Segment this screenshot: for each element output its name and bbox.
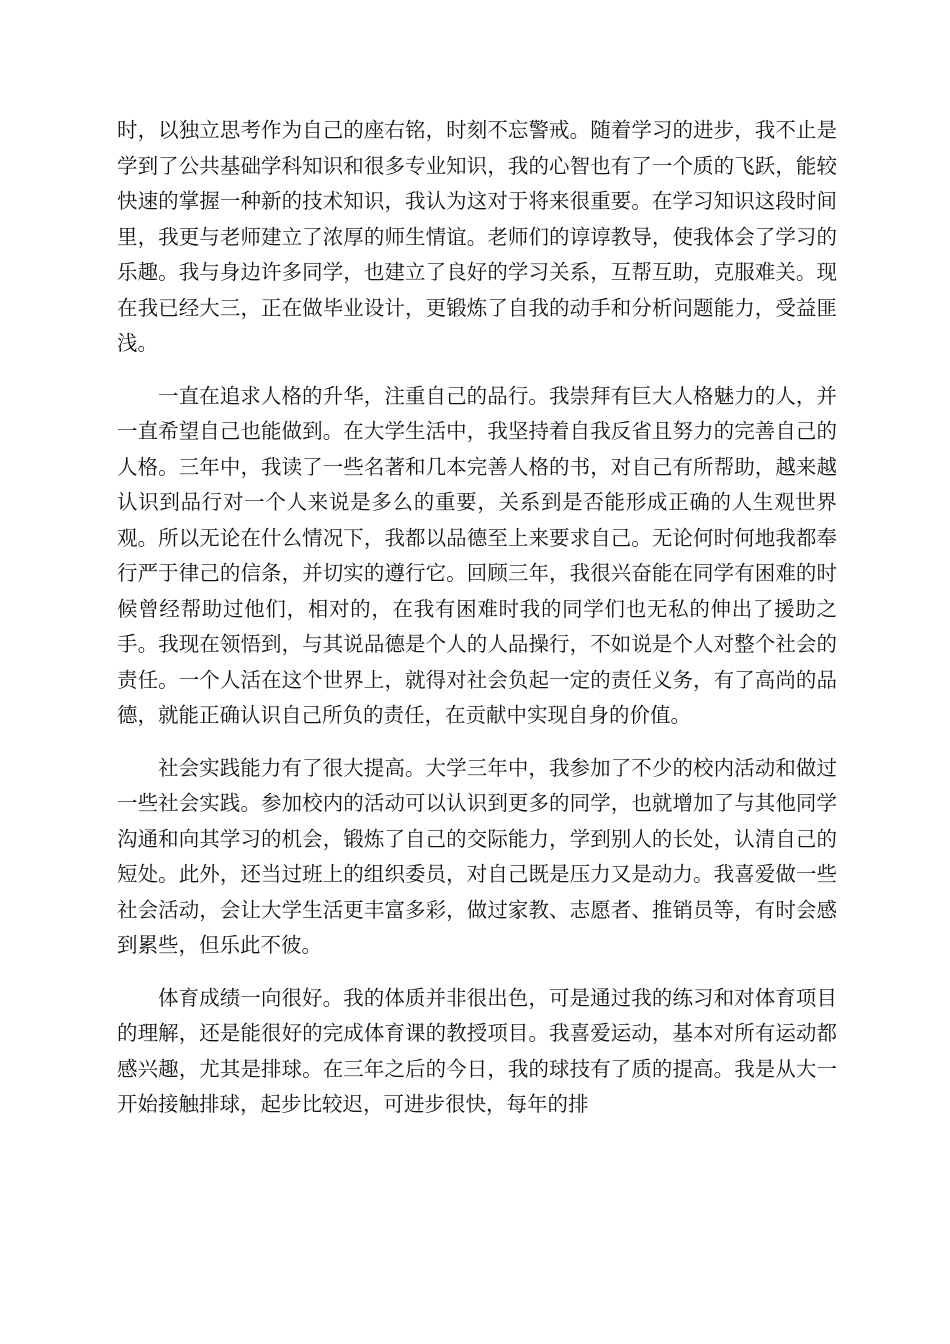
paragraph-social-practice: 社会实践能力有了很大提高。大学三年中，我参加了不少的校内活动和做过一些社会实践。参加校内的活动可以认识到更多的同学，也就增加了与其他同学沟通和向其学习的机会，锻炼了自己的交际能力，学到别人的长处，认清自己的短处。此外，还当过班上的组织委员，对自己既是压力又是动力。我喜爱做一些社会活动，会让大学生活更丰富多彩，做过家教、志愿者、推销员等，有时会感到累些，但乐此不彼。 bbox=[117, 755, 837, 957]
paragraph-study: 时，以独立思考作为自己的座右铭，时刻不忘警戒。随着学习的进步，我不止是学到了公共基础学科知识和很多专业知识，我的心智也有了一个质的飞跃，能较快速的掌握一种新的技术知识，我认为这对于将来很重要。在学习知识这段时间里，我更与老师建立了浓厚的师生情谊。老师们的谆谆教导，使我体会了学习的乐趣。我与身边许多同学，也建立了良好的学习关系，互帮互助，克服难关。现在我已经大三，正在做毕业设计，更锻炼了自我的动手和分析问题能力，受益匪浅。 bbox=[117, 118, 837, 355]
paragraph-character: 一直在追求人格的升华，注重自己的品行。我崇拜有巨大人格魅力的人，并一直希望自己也能做到。在大学生活中，我坚持着自我反省且努力的完善自己的人格。三年中，我读了一些名著和几本完善人格的书，对自己有所帮助，越来越认识到品行对一个人来说是多么的重要，关系到是否能形成正确的人生观世界观。所以无论在什么情况下，我都以品德至上来要求自己。无论何时何地我都奉行严于律己的信条，并切实的遵行它。回顾三年，我很兴奋能在同学有困难的时候曾经帮助过他们，相对的，在我有困难时我的同学们也无私的伸出了援助之手。我现在领悟到，与其说品德是个人的人品操行，不如说是个人对整个社会的责任。一个人活在这个世界上，就得对社会负起一定的责任义务，有了高尚的品德，就能正确认识自己所负的责任，在贡献中实现自身的价值。 bbox=[117, 383, 837, 727]
document-body bbox=[117, 113, 837, 1140]
paragraph-sports: 体育成绩一向很好。我的体质并非很出色，可是通过我的练习和对体育项目的理解，还是能很好的完成体育课的教授项目。我喜爱运动，基本对所有运动都感兴趣，尤其是排球。在三年之后的今日，我的球技有了质的提高。我是从大一开始接触排球，起步比较迟，可进步很快，每年的排 bbox=[117, 985, 837, 1116]
